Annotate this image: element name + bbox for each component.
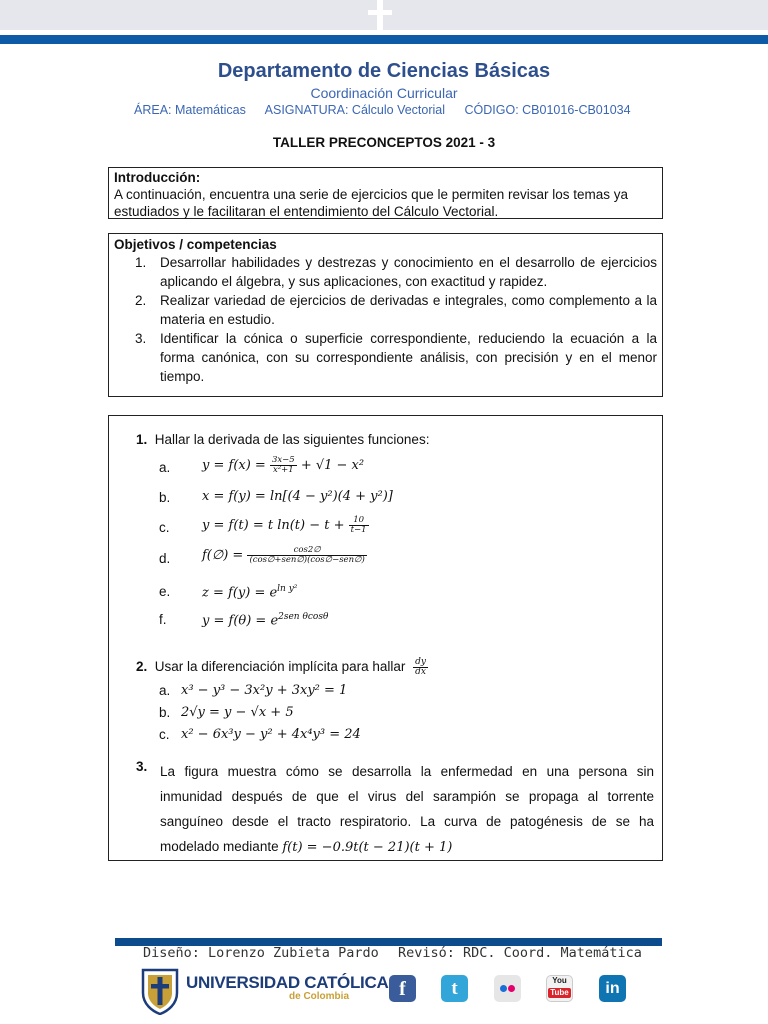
exercise-1c-label: c. [159, 520, 170, 535]
codigo-label: CÓDIGO: CB01016-CB01034 [464, 103, 631, 117]
objectives-heading: Objetivos / competencias [114, 237, 277, 252]
exercise-3-number: 3. [136, 759, 148, 774]
exercise-1f-label: f. [159, 612, 167, 627]
workshop-title: TALLER PRECONCEPTOS 2021 - 3 [272, 135, 496, 150]
cross-emblem-icon [360, 0, 400, 30]
department-title: Departamento de Ciencias Básicas [217, 60, 551, 82]
university-logo-text: UNIVERSIDAD CATÓLICA [186, 973, 389, 992]
footer-review-credit: Revisó: RDC. Coord. Matemática [398, 945, 642, 961]
twitter-icon[interactable]: t [441, 975, 468, 1002]
exercise-1a-formula: y = f(x) = $\frac{3x-5}{\text{x²+1}}$ + √1 − x² [202, 455, 365, 475]
exercise-2b-label: b. [159, 705, 171, 720]
objective-item: 3. Identificar la cónica o superficie correspondiente, reduciendo la ecuación a la forma canónica, con su correspondiente análisis, con precisión y en el menor tiempo. [135, 331, 657, 384]
exercise-2c-label: c. [159, 727, 170, 742]
exercise-3-text: La figura muestra cómo se desarrolla la enfermedad en una persona sin inmunidad después de que el virus del sarampión se propaga al torrente sanguíneo desde el tracto respiratorio. La curva de patogénesis de se ha modelado mediante f(t) = −0.9t(t − 21)(t + 1) [160, 764, 654, 855]
course-info [134, 103, 647, 117]
exercises-box [108, 415, 663, 861]
exercise-2-heading: 2. Usar la diferenciación implícita para hallar $\frac{dy}{dx}$ [136, 657, 427, 677]
exercise-1a-label: a. [159, 460, 171, 475]
department-subtitle: Coordinación Curricular [310, 85, 458, 101]
introduction-heading: Introducción: [114, 170, 201, 185]
objectives-list [114, 253, 657, 386]
exercise-2b-formula: 2√y = y − √x + 5 [181, 705, 294, 720]
university-shield-icon [140, 967, 180, 1015]
introduction-text: A continuación, encuentra una serie de ejercicios que le permiten revisar los temas ya estudiados y le facilitaran el entendimiento del Cálculo Vectorial. [114, 187, 629, 219]
exercise-1e-label: e. [159, 584, 171, 599]
youtube-icon[interactable]: You Tube [546, 975, 573, 1002]
exercise-1c-formula: y = f(t) = t ln(t) − t + $\frac{10}{t-1}$ [202, 515, 367, 535]
objectives-box [108, 233, 663, 397]
facebook-icon[interactable]: f [389, 975, 416, 1002]
objective-item: 1. Desarrollar habilidades y destrezas y conocimiento en el desarrollo de ejercicios aplicando el álgebra, y sus aplicaciones, con exactitud y rapidez. [135, 255, 657, 289]
objective-item: 2. Realizar variedad de ejercicios de derivadas e integrales, como complemento a la materia en estudio. [135, 293, 657, 327]
exercise-1b-formula: x = f(y) = ln[(4 − y²)(4 + y²)] [202, 489, 393, 504]
exercise-1e-formula: $z = f(y) = e^{ln y^2}$ [202, 584, 298, 601]
header-blue-band [0, 35, 768, 44]
university-logo-subtext: de Colombia [289, 991, 350, 1002]
exercise-1-heading: 1. Hallar la derivada de las siguientes funciones: [136, 432, 430, 447]
exercise-1d-formula: f(∅) = $\frac{\cos 2\emptyset}{\text{(cos∅+sen∅)(cos∅−sen∅)}}$ [202, 545, 365, 565]
exercise-1f-formula: $y = f(\theta) = e^{2sen \theta cos\theta}$ [202, 612, 329, 629]
exercise-1d-label: d. [159, 551, 171, 566]
asignatura-label: ASIGNATURA: Cálculo Vectorial [264, 103, 446, 117]
exercise-2a-label: a. [159, 683, 171, 698]
linkedin-icon[interactable]: in [599, 975, 626, 1002]
footer-design-credit: Diseño: Lorenzo Zubieta Pardo [143, 945, 379, 961]
introduction-box [108, 167, 663, 219]
exercise-3-formula: f(t) = −0.9t(t − 21)(t + 1) [282, 840, 453, 855]
exercise-2c-formula: x² − 6x³y − y² + 4x⁴y³ = 24 [181, 727, 361, 742]
flickr-icon[interactable] [494, 975, 521, 1002]
area-label: ÁREA: Matemáticas [134, 103, 246, 117]
exercise-2a-formula: x³ − y³ − 3x²y + 3xy² = 1 [181, 683, 348, 698]
exercise-1b-label: b. [159, 490, 171, 505]
